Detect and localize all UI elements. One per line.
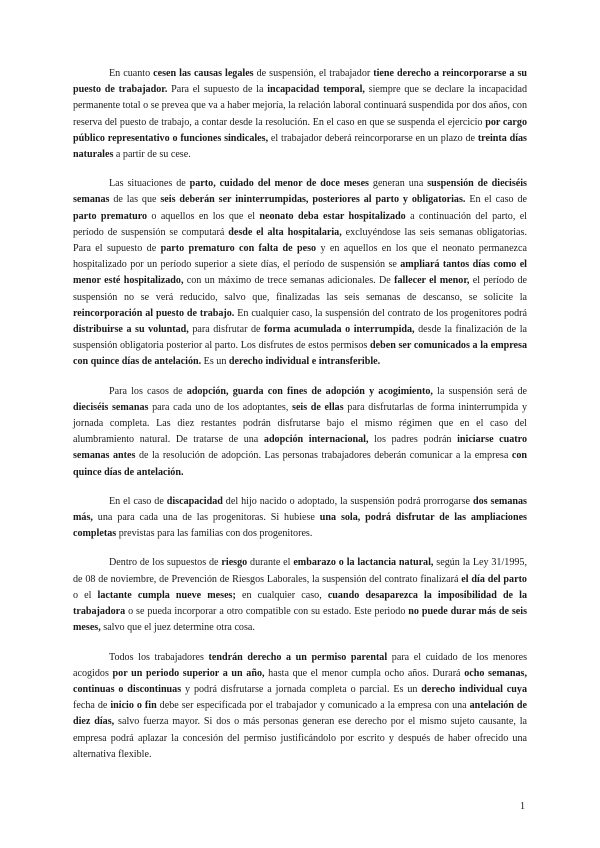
text: fecha de bbox=[73, 700, 111, 712]
text: y en aquellos en los que el neonato permanezca hospitalizado por un período superior a siete días, el período de suspensión se bbox=[73, 243, 527, 271]
bold-text: seis deberán ser ininterrumpidas, posteriores al parto y obligatorias. bbox=[160, 194, 466, 206]
text: generan una bbox=[369, 178, 428, 190]
bold-text: riesgo bbox=[221, 557, 248, 569]
bold-text: forma acumulada o interrumpida, bbox=[264, 324, 415, 336]
text: de suspensión, el trabajador bbox=[253, 68, 374, 79]
bold-text: cesen las causas legales bbox=[153, 68, 254, 79]
page-number: 1 bbox=[519, 801, 525, 812]
text: En cuanto bbox=[109, 68, 154, 79]
text: en cualquier caso, bbox=[235, 589, 328, 601]
bold-text: reincorporación al puesto de trabajo. bbox=[73, 307, 235, 319]
text: salvo fuerza mayor. Si dos o más personas generan ese derecho por el mismo sujeto causante, la empresa podrá aplazar la concesión del permiso justificándolo por escrito y después de haber ofrecido una alternativa flexible. bbox=[73, 716, 527, 760]
bold-text: una sola, podrá disfrutar de las ampliaciones completas bbox=[73, 512, 527, 540]
text: Las situaciones de bbox=[109, 178, 190, 190]
text: de las que bbox=[109, 194, 161, 206]
bold-text: adopción internacional, bbox=[263, 434, 369, 446]
text: el período de suspensión no se verá reducido, salvo que, finalizadas las seis semanas de descanso, se solicite la bbox=[73, 275, 528, 303]
text: y podrá disfrutarse a jornada completa o parcial. Es un bbox=[181, 683, 422, 695]
bold-text: inicio o fin bbox=[110, 700, 157, 712]
bold-text: el día del parto bbox=[461, 573, 527, 585]
bold-text: fallecer el menor, bbox=[394, 275, 470, 287]
bold-text: dieciséis semanas bbox=[73, 401, 149, 413]
bold-text: derecho individual cuya bbox=[421, 683, 527, 695]
text: Dentro de los supuestos de bbox=[109, 557, 222, 569]
bold-text: neonato deba estar hospitalizado bbox=[259, 210, 406, 222]
bold-text: cuando desaparezca la imposibilidad de la trabajadora bbox=[73, 589, 527, 618]
text: hasta que el menor cumpla ocho años. Durará bbox=[264, 667, 465, 679]
text: Para los casos de bbox=[109, 385, 187, 397]
text: En cualquier caso, la suspensión del contrato de los progenitores podrá bbox=[234, 307, 527, 319]
bold-text: adopción, guarda con fines de adopción y acogimiento, bbox=[186, 385, 433, 397]
text: de la resolución de adopción. Las personas trabajadores deberán comunicar a la empresa bbox=[135, 450, 512, 462]
bold-text: iniciarse cuatro semanas antes bbox=[73, 434, 528, 462]
bold-text: ocho semanas, continuas o discontinuas bbox=[73, 667, 528, 695]
paragraph-birth-suspension bbox=[73, 176, 527, 370]
text: siempre que se declare la incapacidad permanente total o se prevea que va a haber mejoría, la relación laboral continuará suspendida por dos años, con reserva del puesto de trabajo, a contar desde la resolución. En el caso en que se suspenda el ejercicio bbox=[73, 84, 527, 128]
text: para el cuidado de los menores acogidos bbox=[73, 651, 528, 679]
bold-text: derecho individual e intransferible. bbox=[228, 356, 381, 368]
text: o aquellos en los que el bbox=[147, 210, 260, 222]
text: el trabajador deberá reincorporarse en un plazo de bbox=[268, 132, 478, 144]
bold-text: embarazo o la lactancia natural, bbox=[293, 557, 434, 569]
text: salvo que el juez determine otra cosa. bbox=[100, 622, 255, 634]
bold-text: parto prematuro bbox=[73, 210, 148, 222]
text: para disfrutarlas de forma ininterrumpida y jornada completa. Las diez restantes podrán disfrutarse bajo el mismo régimen que en el caso del alumbramiento natural. De tratarse de una bbox=[73, 401, 527, 446]
bold-text: tiene derecho a reincorporarse a su puesto de trabajador. bbox=[73, 68, 527, 96]
bold-text: distribuirse a su voluntad, bbox=[73, 324, 189, 336]
bold-text: dos semanas más, bbox=[73, 495, 527, 524]
paragraph-disability bbox=[73, 494, 527, 543]
bold-text: suspensión de dieciséis semanas bbox=[73, 178, 527, 206]
paragraph-reincorporation bbox=[73, 66, 527, 163]
bold-text: incapacidad temporal, bbox=[267, 84, 365, 96]
text: excluyéndose las seis semanas obligatorias. Para el supuesto de bbox=[73, 226, 527, 255]
bold-text: desde el alta hospitalaria, bbox=[228, 226, 342, 238]
text: Todos los trabajadores bbox=[109, 651, 209, 663]
bold-text: por un periodo superior a un año, bbox=[112, 667, 265, 679]
bold-text: discapacidad bbox=[166, 495, 223, 507]
text: del hijo nacido o adoptado, la suspensión podrá prorrogarse bbox=[222, 495, 473, 507]
text: previstas para las familias con dos progenitores. bbox=[116, 528, 313, 540]
text: o el bbox=[73, 589, 98, 601]
bold-text: ampliará tantos días como el menor esté hospitalizado, bbox=[73, 259, 527, 287]
text: una para cada una de las progenitoras. Si hubiese bbox=[92, 512, 320, 524]
text: con un máximo de trece semanas adicionales. De bbox=[183, 275, 395, 287]
bold-text: lactante cumpla nueve meses; bbox=[97, 589, 236, 601]
bold-text: con quince días de antelación. bbox=[73, 450, 528, 478]
text: debe ser especificada por el trabajador y comunicado a la empresa con una bbox=[156, 700, 470, 712]
text: los padres podrán bbox=[368, 434, 458, 446]
text: En el caso de bbox=[109, 495, 167, 507]
text: para disfrutar de bbox=[188, 324, 265, 336]
bold-text: por cargo público representativo o funciones sindicales, bbox=[73, 116, 527, 144]
text: la suspensión será de bbox=[432, 385, 527, 397]
bold-text: treinta días naturales bbox=[73, 132, 527, 161]
text: para cada uno de los adoptantes, bbox=[148, 401, 293, 413]
text: Es un bbox=[201, 356, 229, 368]
text: durante el bbox=[247, 557, 294, 569]
bold-text: seis de ellas bbox=[292, 401, 344, 413]
text: Para el supuesto de la bbox=[167, 84, 268, 96]
text: desde la finalización de la suspensión obligatoria posterior al parto. Los disfrutes de estos permisos bbox=[73, 324, 527, 352]
paragraph-pregnancy-risk bbox=[73, 555, 527, 636]
bold-text: tendrán derecho a un permiso parental bbox=[208, 651, 388, 663]
paragraph-adoption bbox=[73, 384, 527, 481]
bold-text: deben ser comunicados a la empresa con quince días de antelación. bbox=[73, 340, 527, 368]
bold-text: parto prematuro con falta de peso bbox=[160, 243, 317, 255]
text: o se pueda incorporar a otro compatible con su estado. Este periodo bbox=[125, 606, 409, 618]
text: a continuación del parto, el período de suspensión se computará bbox=[73, 210, 527, 238]
text: En el caso de bbox=[465, 194, 527, 206]
text: a partir de su cese. bbox=[113, 149, 191, 161]
paragraph-parental-leave bbox=[73, 650, 527, 763]
bold-text: no puede durar más de seis meses, bbox=[73, 606, 527, 634]
bold-text: antelación de diez días, bbox=[73, 700, 527, 728]
text: según la Ley 31/1995, de 08 de noviembre, de Prevención de Riesgos Laborales, la suspensión del contrato finalizará bbox=[73, 557, 527, 585]
document-body bbox=[73, 66, 527, 776]
bold-text: parto, cuidado del menor de doce meses bbox=[189, 178, 369, 190]
